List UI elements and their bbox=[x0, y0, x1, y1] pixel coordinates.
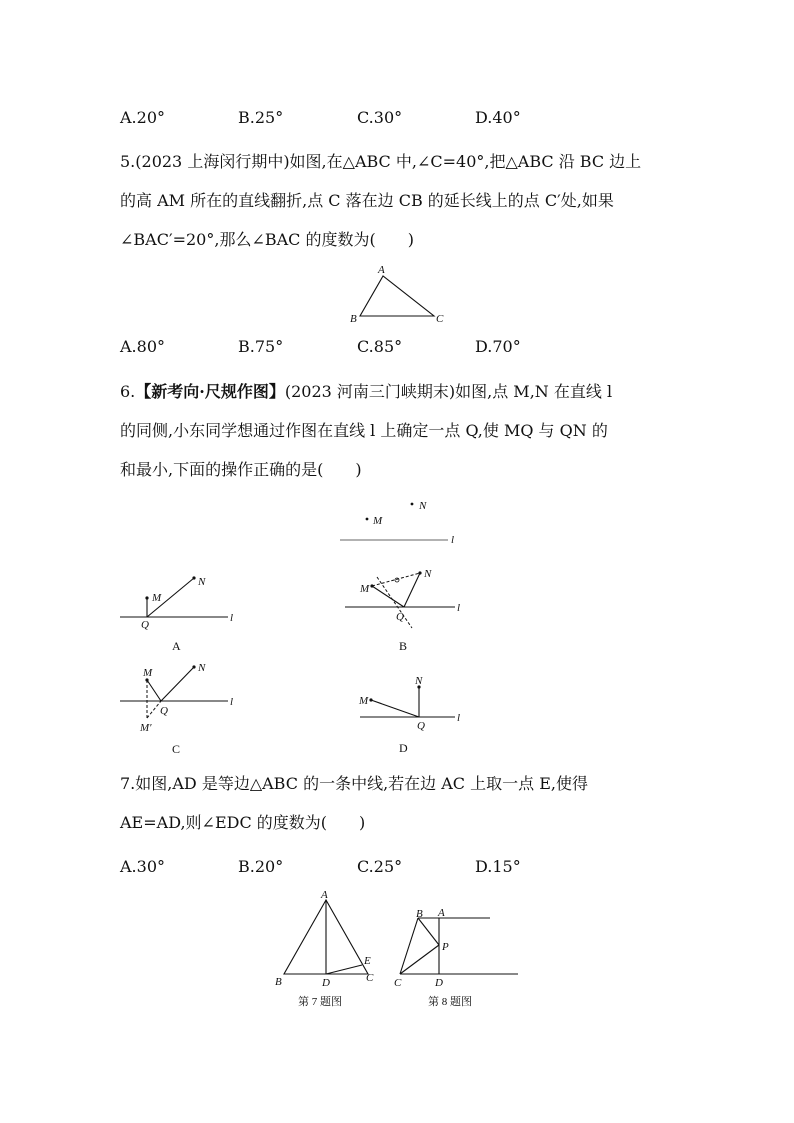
midpoint-mark bbox=[395, 578, 399, 582]
segment-mq bbox=[372, 586, 404, 607]
q4-option-d: D.40° bbox=[475, 108, 521, 127]
label-a: A bbox=[321, 889, 328, 901]
label-n: N bbox=[419, 500, 427, 512]
label-n: N bbox=[424, 568, 432, 580]
label-l: l bbox=[457, 712, 461, 724]
point-m bbox=[366, 518, 369, 521]
label-l: l bbox=[230, 612, 234, 624]
label-q: Q bbox=[160, 705, 168, 717]
q6-stem-line-1-rest: (2023 河南三门峡期末)如图,点 M,N 在直线 l bbox=[284, 382, 613, 401]
q7-option-c: C.25° bbox=[357, 857, 403, 876]
dashed-segment-mprime-q bbox=[147, 701, 161, 718]
figure-caption-c: C bbox=[172, 742, 181, 756]
label-l: l bbox=[230, 696, 234, 708]
q7-q8-figures bbox=[270, 885, 530, 1015]
q6-number: 6. bbox=[120, 382, 136, 401]
label-c: C bbox=[366, 972, 374, 984]
segment-bc bbox=[400, 918, 418, 974]
q4-option-b: B.25° bbox=[238, 108, 284, 127]
label-m: M bbox=[152, 592, 162, 604]
label-l: l bbox=[451, 534, 455, 546]
segment-mq bbox=[147, 680, 161, 701]
figure-8 bbox=[394, 907, 518, 1008]
label-m: M bbox=[373, 515, 383, 527]
q6-stem-line-1 bbox=[120, 382, 612, 402]
label-b: B bbox=[275, 976, 282, 988]
q6-figure-b bbox=[340, 560, 470, 656]
q5-option-b: B.75° bbox=[238, 337, 284, 356]
q7-option-d: D.15° bbox=[475, 857, 521, 876]
q6-figure-c bbox=[118, 660, 248, 758]
label-q: Q bbox=[417, 720, 425, 732]
q6-tag: 【新考向·尺规作图】 bbox=[135, 382, 285, 401]
q6-stem-line-3: 和最小,下面的操作正确的是( ) bbox=[120, 460, 362, 479]
point-m bbox=[369, 698, 372, 701]
point-m bbox=[145, 596, 148, 599]
point-m bbox=[370, 584, 373, 587]
q4-option-c: C.30° bbox=[357, 108, 403, 127]
point-n bbox=[411, 503, 414, 506]
label-a: A bbox=[378, 264, 385, 276]
label-c: C bbox=[394, 977, 402, 989]
q5-option-c: C.85° bbox=[357, 337, 403, 356]
label-n: N bbox=[198, 662, 206, 674]
dashed-segment-mn bbox=[372, 573, 420, 586]
segment-de bbox=[326, 965, 362, 974]
label-a: A bbox=[438, 907, 445, 919]
q4-option-a: A.20° bbox=[120, 108, 165, 127]
q6-top-figure bbox=[330, 492, 470, 546]
figure-8-caption: 第 8 题图 bbox=[428, 996, 472, 1008]
q7-option-a: A.30° bbox=[120, 857, 165, 876]
label-p: P bbox=[442, 941, 449, 953]
q5-stem-line-1: 5.(2023 上海闵行期中)如图,在△ABC 中,∠C=40°,把△ABC 沿 BC 边上 bbox=[120, 152, 642, 171]
label-b: B bbox=[350, 313, 357, 325]
figure-caption-d: D bbox=[399, 741, 408, 755]
segment-qn bbox=[404, 573, 420, 607]
label-q: Q bbox=[141, 619, 149, 631]
label-q: Q bbox=[396, 611, 404, 623]
segment-mq bbox=[371, 700, 419, 717]
q6-stem-line-2: 的同侧,小东同学想通过作图在直线 l 上确定一点 Q,使 MQ 与 QN 的 bbox=[120, 421, 608, 440]
figure-7 bbox=[275, 889, 374, 1008]
point-n bbox=[418, 571, 421, 574]
figure-caption-a: A bbox=[172, 639, 181, 653]
label-c: C bbox=[436, 313, 444, 325]
segment-bp bbox=[418, 918, 439, 945]
triangle-abc bbox=[360, 276, 434, 316]
q6-figure-d bbox=[340, 670, 470, 758]
perpendicular-bisector bbox=[377, 577, 412, 628]
label-n: N bbox=[415, 675, 423, 687]
label-d: D bbox=[435, 977, 443, 989]
q5-stem-line-2: 的高 AM 所在的直线翻折,点 C 落在边 CB 的延长线上的点 C′处,如果 bbox=[120, 191, 614, 210]
label-b: B bbox=[416, 908, 423, 920]
q7-option-b: B.20° bbox=[238, 857, 284, 876]
label-l: l bbox=[457, 602, 461, 614]
label-d: D bbox=[322, 977, 330, 989]
label-e: E bbox=[364, 955, 371, 967]
label-m-prime: M′ bbox=[140, 722, 152, 734]
q5-option-d: D.70° bbox=[475, 337, 521, 356]
figure-7-caption: 第 7 题图 bbox=[298, 996, 342, 1008]
q7-stem-line-1: 7.如图,AD 是等边△ABC 的一条中线,若在边 AC 上取一点 E,使得 bbox=[120, 774, 588, 793]
figure-caption-b: B bbox=[399, 639, 408, 653]
label-m: M bbox=[359, 695, 369, 707]
label-m: M bbox=[143, 667, 153, 679]
label-n: N bbox=[198, 576, 206, 588]
label-m: M bbox=[360, 583, 370, 595]
segment-cp bbox=[400, 945, 439, 974]
segment-qn bbox=[161, 667, 194, 701]
q5-triangle-figure bbox=[340, 262, 450, 326]
q5-option-a: A.80° bbox=[120, 337, 165, 356]
q7-stem-line-2: AE=AD,则∠EDC 的度数为( ) bbox=[120, 813, 366, 832]
q6-figure-a bbox=[118, 568, 248, 658]
point-n bbox=[192, 665, 195, 668]
q5-stem-line-3: ∠BAC′=20°,那么∠BAC 的度数为( ) bbox=[120, 230, 414, 249]
point-n bbox=[192, 576, 195, 579]
